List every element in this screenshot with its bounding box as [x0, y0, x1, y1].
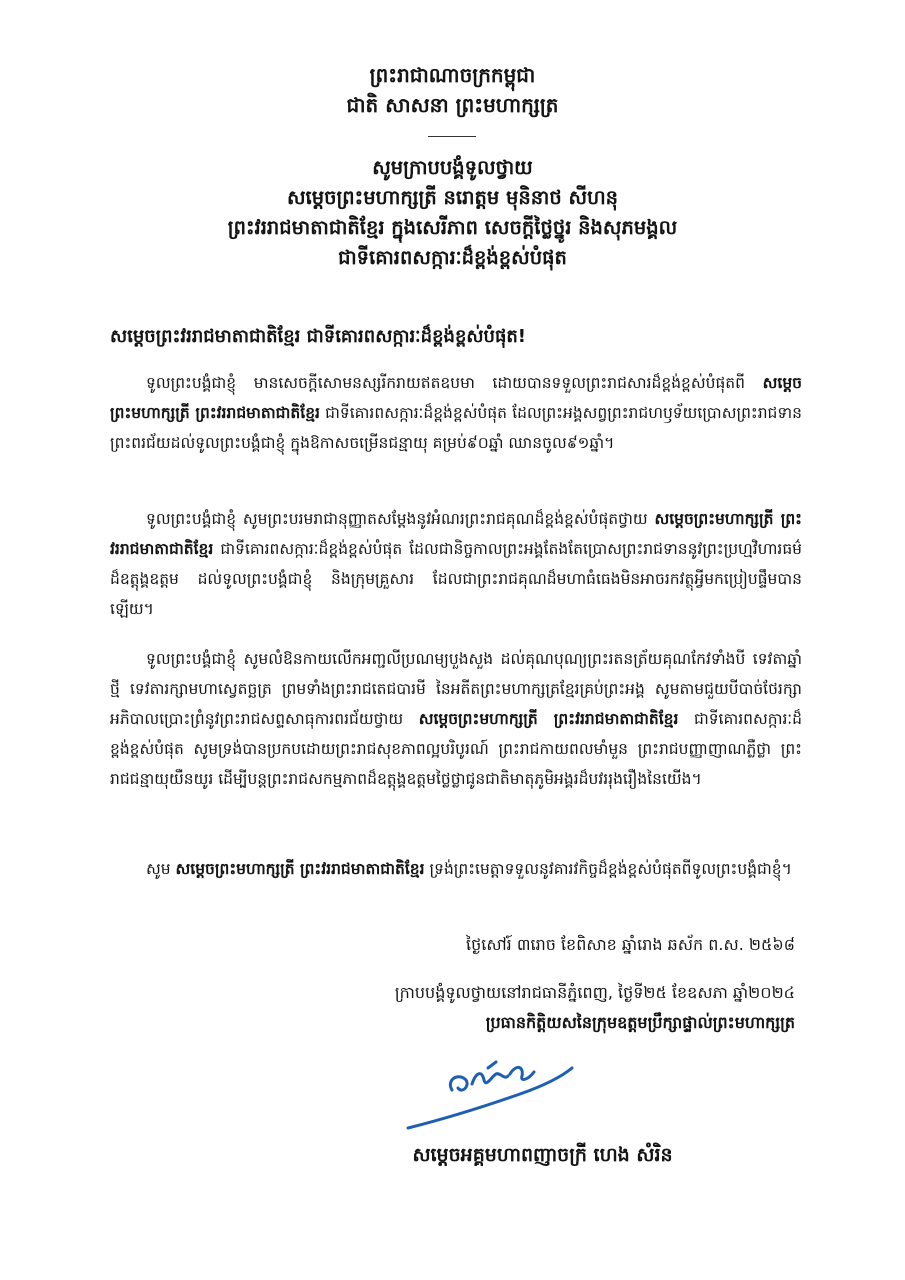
place-and-date: ក្រាបបង្គំទូលថ្វាយនៅរាជធានីភ្នំពេញ, ថ្ងៃទី២៥ ខែឧសភា ឆ្នាំ២០២៤ [394, 983, 795, 1002]
paragraph-4-bold-title: សម្តេចព្រះមហាក្សត្រី ព្រះវររាជមាតាជាតិខ្មែរ [175, 860, 425, 878]
paragraph-2-text-a: ទូលព្រះបង្គំជាខ្ញុំ សូមព្រះបរមរាជានុញ្ញាតសម្តែងនូវអំណរព្រះរាជគុណដ៏ខ្ពង់ខ្ពស់បំផុតថ្វាយ [146, 510, 655, 528]
national-motto-kingdom: ព្រះរាជាណាចក្រកម្ពុជា [369, 63, 536, 87]
paragraph-3-bold-title: សម្តេចព្រះមហាក្សត្រី ព្រះវររាជមាតាជាតិខ្មែរ [418, 710, 679, 728]
national-motto-nation-religion-king: ជាតិ សាសនា ព្រះមហាក្សត្រ [346, 93, 559, 117]
paragraph-1-bold-title: សម្តេចព្រះមហាក្សត្រី ព្រះវររាជមាតាជាតិខ្មែរ [110, 374, 802, 422]
paragraph-1-text-a: ទូលព្រះបង្គំជាខ្ញុំ មានសេចក្តីសោមនស្សរីករាយឥតឧបមា ដោយបានទទួលព្រះរាជសារដ៏ខ្ពង់ខ្ពស់បំផុតពី [146, 374, 763, 392]
paragraph-2 [110, 504, 802, 624]
motto-divider [428, 136, 476, 137]
paragraph-4-text-b: ទ្រង់ព្រះមេត្តាទទួលនូវគារវកិច្ចដ៏ខ្ពង់ខ្ពស់បំផុតពីទូលព្រះបង្គំជាខ្ញុំ។ [424, 860, 792, 878]
paragraph-1 [110, 368, 802, 458]
paragraph-3-text-b: ជាទីគោរពសក្ការៈដ៏ខ្ពង់ខ្ពស់បំផុត សូមទ្រង់បានប្រកបដោយព្រះរាជសុខភាពល្អបរិបូរណ៍ ព្រះរាជកាយពលមាំមួន ព្រះរាជបញ្ញាញាណភ្លឺថ្លា ព្រះរាជជន្មាយុយឺនយូរ ដើម្បីបន្តព្រះរាជសកម្មភាពដ៏ឧត្តុង្គឧត្តមថ្លៃថ្លាជូនជាតិមាតុភូមិអង្គរដ៏បវររុងរឿងនៃយើង។ [110, 710, 802, 788]
paragraph-2-text-b: ជាទីគោរពសក្ការៈដ៏ខ្ពង់ខ្ពស់បំផុត ដែលជានិច្ចកាលព្រះអង្គតែងតែប្រោសព្រះរាជទាននូវព្រះប្រហ្មវិហារធម៌ដ៏ឧត្តុង្គឧត្តម ដល់ទូលព្រះបង្គំជាខ្ញុំ និងក្រុមគ្រួសារ ដែលជាព្រះរាជគុណដ៏មហាធំធេងមិនអាចរកវត្ថុអ្វីមកប្រៀបផ្ទឹមបានឡើយ។ [110, 540, 802, 618]
handwritten-signature [400, 1050, 580, 1140]
lunar-date: ថ្ងៃសៅរ៍ ៣រោច ខែពិសាខ ឆ្នាំរោង ឆស័ក ព.ស. ២៥៦៨ [466, 935, 795, 954]
paragraph-1-text-b: ជាទីគោរពសក្ការៈដ៏ខ្ពង់ខ្ពស់បំផុត ដែលព្រះអង្គសព្វព្រះរាជហឫទ័យប្រោសព្រះរាជទានព្រះពរជ័យដល់ទូលព្រះបង្គំជាខ្ញុំ ក្នុងឱកាសចម្រើនជន្មាយុ គម្រប់៩០ឆ្នាំ ឈានចូល៩១ឆ្នាំ។ [110, 404, 802, 452]
title-line-4: ជាទីគោរពសក្ការៈដ៏ខ្ពង់ខ្ពស់បំផុត [338, 246, 567, 269]
paragraph-2-bold-title: សម្តេចព្រះមហាក្សត្រី ព្រះវររាជមាតាជាតិខ្មែរ [110, 510, 802, 558]
paragraph-3 [110, 644, 802, 794]
paragraph-3-text-a: ទូលព្រះបង្គំជាខ្ញុំ សូមលំឱនកាយលើកអញ្ជលីប្រណម្យបួងសួង ដល់គុណបុណ្យព្រះរតនត្រ័យគុណកែវទាំងបី ទេវតាឆ្នាំថ្មី ទេវតារក្សាមហាស្វេតច្ឆត្រ ព្រមទាំងព្រះរាជតេជបារមី នៃអតីតព្រះមហាក្សត្រខ្មែរគ្រប់ព្រះអង្គ សូមតាមជួយបីបាច់ថែរក្សាអភិបាលប្រោះព្រំនូវព្រះរាជសព្ទសាធុការពរជ័យថ្វាយ [110, 650, 802, 728]
paragraph-4-text-a: សូម [146, 860, 176, 878]
title-line-1: សូមក្រាបបង្គំទូលថ្វាយ [372, 156, 533, 179]
salutation: សម្តេចព្រះវររាជមាតាជាតិខ្មែរ ជាទីគោរពសក្ការៈដ៏ខ្ពង់ខ្ពស់បំផុត! [110, 326, 527, 347]
title-line-2: សម្តេចព្រះមហាក្សត្រី នរោត្តម មុនិនាថ សីហនុ [286, 186, 619, 209]
paragraph-4 [110, 854, 802, 884]
signer-name: សម្តេចអគ្គមហាពញាចក្រី ហេង សំរិន [412, 1144, 673, 1166]
signer-position: ប្រធានកិត្តិយសនៃក្រុមឧត្តមប្រឹក្សាផ្ទាល់ព្រះមហាក្សត្រ [485, 1013, 795, 1032]
title-line-3: ព្រះវររាជមាតាជាតិខ្មែរ ក្នុងសេរីភាព សេចក្តីថ្លៃថ្នូរ និងសុភមង្គល [227, 216, 678, 239]
